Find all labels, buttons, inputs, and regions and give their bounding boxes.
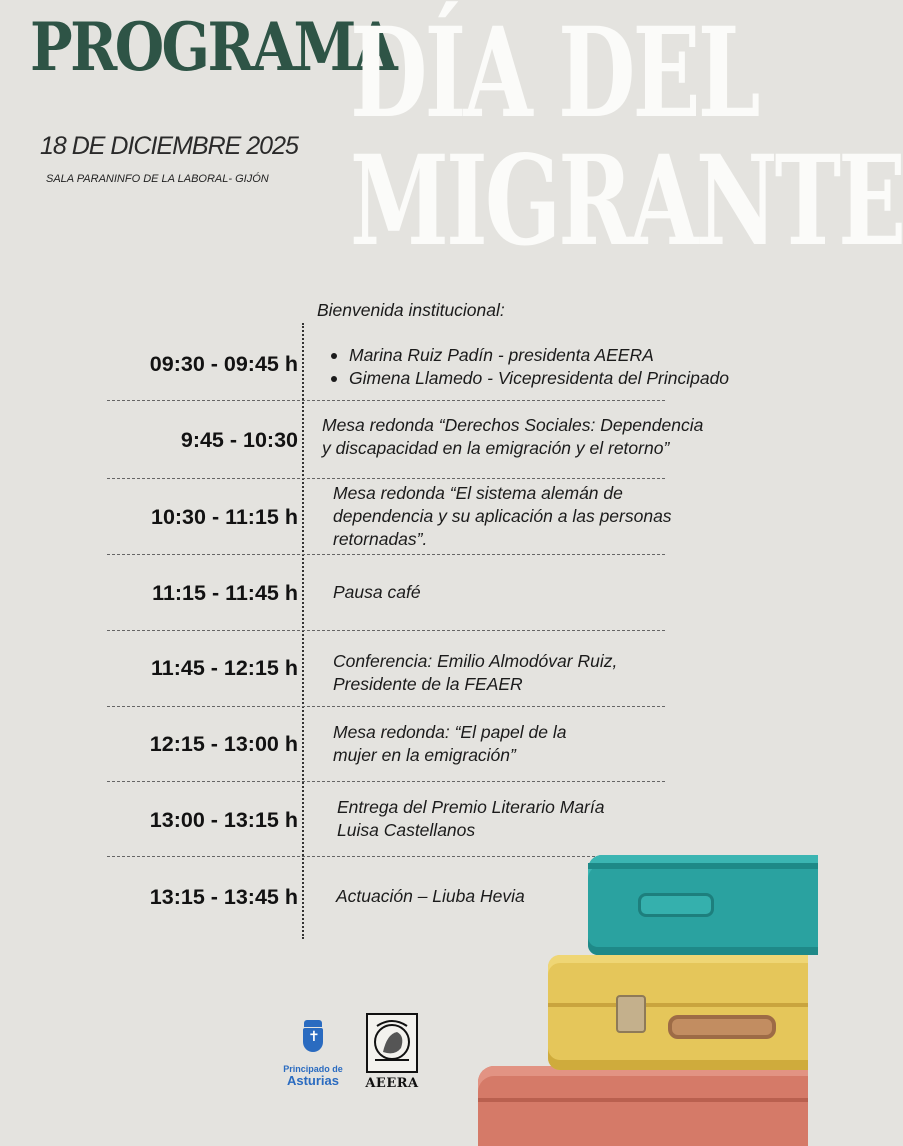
activity-line: mujer en la emigración” xyxy=(333,745,516,765)
schedule-time: 13:00 - 13:15 h xyxy=(149,808,298,832)
logo-text-small: Principado de xyxy=(283,1064,343,1074)
schedule-activity xyxy=(336,885,525,908)
timeline-divider xyxy=(302,323,304,939)
schedule-activity xyxy=(333,721,566,767)
schedule-activity xyxy=(333,581,421,604)
schedule-time: 13:15 - 13:45 h xyxy=(149,885,298,909)
event-title-line-2: MIGRANTE xyxy=(350,129,903,274)
program-heading: PROGRAMA xyxy=(30,8,396,86)
schedule-activity xyxy=(333,650,617,696)
asturias-shield-icon xyxy=(303,1028,323,1052)
activity-line: Luisa Castellanos xyxy=(337,820,476,840)
schedule-activity xyxy=(333,482,672,551)
activity-line: y discapacidad en la emigración y el retorno” xyxy=(322,438,670,458)
activity-line: Pausa café xyxy=(333,582,421,602)
aeera-emblem-icon xyxy=(365,1012,419,1074)
activity-line: Entrega del Premio Literario María xyxy=(337,797,605,817)
schedule-time: 11:15 - 11:45 h xyxy=(152,581,298,605)
activity-line: Actuación – Liuba Hevia xyxy=(336,886,525,906)
row-separator xyxy=(107,706,665,707)
speaker-item: Gimena Llamedo - Vicepresidenta del Principado xyxy=(331,367,729,390)
row-separator xyxy=(107,781,665,782)
welcome-heading: Bienvenida institucional: xyxy=(317,300,505,320)
event-venue: SALA PARANINFO DE LA LABORAL- GIJÓN xyxy=(46,173,269,185)
aeera-logo xyxy=(362,1012,422,1091)
red-suitcase-illustration xyxy=(478,1066,808,1146)
schedule-time: 9:45 - 10:30 xyxy=(180,428,298,452)
row-separator xyxy=(107,856,665,857)
activity-line: Mesa redonda “El sistema alemán de xyxy=(333,483,623,503)
row-separator xyxy=(107,400,665,401)
activity-line: Conferencia: Emilio Almodóvar Ruiz, xyxy=(333,651,618,671)
activity-line: Mesa redonda: “El papel de la xyxy=(333,722,567,742)
schedule-time: 09:30 - 09:45 h xyxy=(149,352,298,376)
teal-suitcase-illustration xyxy=(588,855,818,955)
logo-text-big: Asturias xyxy=(286,1073,340,1088)
schedule-time: 12:15 - 13:00 h xyxy=(149,732,298,756)
schedule-time: 11:45 - 12:15 h xyxy=(150,656,298,680)
activity-line: Mesa redonda “Derechos Sociales: Dependencia xyxy=(322,415,704,435)
activity-line: dependencia y su aplicación a las personas xyxy=(333,506,672,526)
speaker-item: Marina Ruiz Padín - presidenta AEERA xyxy=(331,344,729,367)
yellow-suitcase-illustration xyxy=(548,955,808,1070)
asturias-crown-icon xyxy=(304,1020,322,1027)
row-separator xyxy=(107,630,665,631)
event-date: 18 DE DICIEMBRE 2025 xyxy=(40,132,298,160)
schedule-activity xyxy=(337,796,604,842)
schedule-time: 10:30 - 11:15 h xyxy=(150,505,298,529)
schedule-activity xyxy=(322,414,703,460)
aeera-text: AEERA xyxy=(365,1076,419,1091)
event-title-line-1: DÍA DEL xyxy=(350,1,758,146)
principado-asturias-logo xyxy=(278,1020,348,1087)
welcome-speaker-list xyxy=(331,344,729,390)
row-separator xyxy=(107,478,665,479)
activity-line: Presidente de la FEAER xyxy=(333,674,523,694)
row-separator xyxy=(107,554,665,555)
activity-line: retornadas”. xyxy=(333,529,428,549)
